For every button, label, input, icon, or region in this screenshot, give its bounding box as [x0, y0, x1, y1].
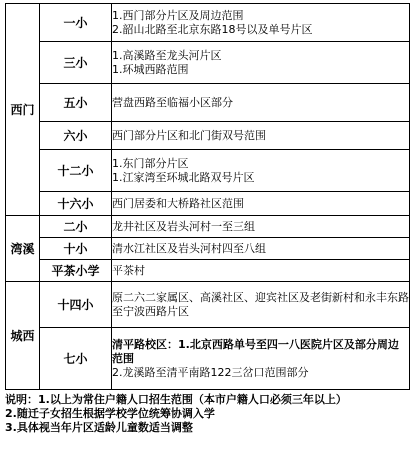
school-cell: 六小: [40, 122, 112, 150]
table-row: [6, 238, 410, 260]
scope-cell: [112, 4, 410, 42]
scope-line: 龙井社区及岩头河村一至三组: [112, 219, 255, 233]
table-row: [6, 4, 410, 42]
scope-line: 1.环城西路范围: [112, 62, 189, 76]
scope-line: 营盘西路至临福小区部分: [112, 95, 233, 109]
scope-line: 1.西门部分片区及周边范围: [112, 8, 244, 22]
scope-cell: [112, 238, 410, 260]
school-zone-document: [5, 3, 410, 435]
scope-line: 1.江家湾至环城北路双号片区: [112, 170, 255, 184]
school-cell: 十二小: [40, 150, 112, 192]
scope-cell: [112, 260, 410, 282]
table-row: [6, 122, 410, 150]
scope-line: 清平路校区：1.北京西路单号至四一八医院片区及部分周边范围: [112, 337, 399, 365]
scope-line: 清水江社区及岩头河村四至八组: [112, 241, 266, 255]
school-cell: 十小: [40, 238, 112, 260]
scope-cell: [112, 282, 410, 328]
school-zone-table: [5, 3, 410, 390]
scope-cell: [112, 42, 410, 84]
table-row: [6, 260, 410, 282]
scope-line: 原二六二家属区、高溪社区、迎宾社区及老街新村和永丰东路至宁波西路片区: [112, 290, 409, 318]
table-row: [6, 328, 410, 390]
region-cell: 城西: [6, 282, 40, 390]
school-cell: 七小: [40, 328, 112, 390]
school-cell: 平茶小学: [40, 260, 112, 282]
scope-line: 1.高溪路至龙头河片区: [112, 48, 222, 62]
region-cell: 湾溪: [6, 216, 40, 282]
scope-line: 1.东门部分片区: [112, 156, 189, 170]
scope-cell: [112, 192, 410, 216]
school-cell: 五小: [40, 84, 112, 122]
school-cell: 十六小: [40, 192, 112, 216]
scope-cell: [112, 122, 410, 150]
scope-line: 2.韶山北路至北京东路18号以及单号片区: [112, 22, 313, 36]
school-cell: 三小: [40, 42, 112, 84]
note-line: 2.随迁子女招生根据学校学位统筹协调入学: [5, 407, 215, 420]
scope-cell: [112, 328, 410, 390]
notes-section: [5, 393, 410, 435]
table-row: [6, 150, 410, 192]
table-row: [6, 216, 410, 238]
note-line: 说明：1.以上为常住户籍人口招生范围（本市户籍人口必须三年以上）: [5, 393, 347, 406]
region-cell: 西门: [6, 4, 40, 216]
table-row: [6, 282, 410, 328]
scope-cell: [112, 84, 410, 122]
table-row: [6, 42, 410, 84]
note-line: 3.具体视当年片区适龄儿童数适当调整: [5, 421, 193, 434]
table-row: [6, 192, 410, 216]
scope-line: 西门部分片区和北门街双号范围: [112, 128, 266, 142]
school-cell: 一小: [40, 4, 112, 42]
table-row: [6, 84, 410, 122]
scope-cell: [112, 150, 410, 192]
school-cell: 十四小: [40, 282, 112, 328]
school-cell: 二小: [40, 216, 112, 238]
scope-cell: [112, 216, 410, 238]
scope-line: 西门居委和大桥路社区范围: [112, 196, 244, 210]
scope-line: 2.龙溪路至清平南路122三岔口范围部分: [112, 365, 309, 379]
scope-line: 平茶村: [112, 263, 145, 277]
